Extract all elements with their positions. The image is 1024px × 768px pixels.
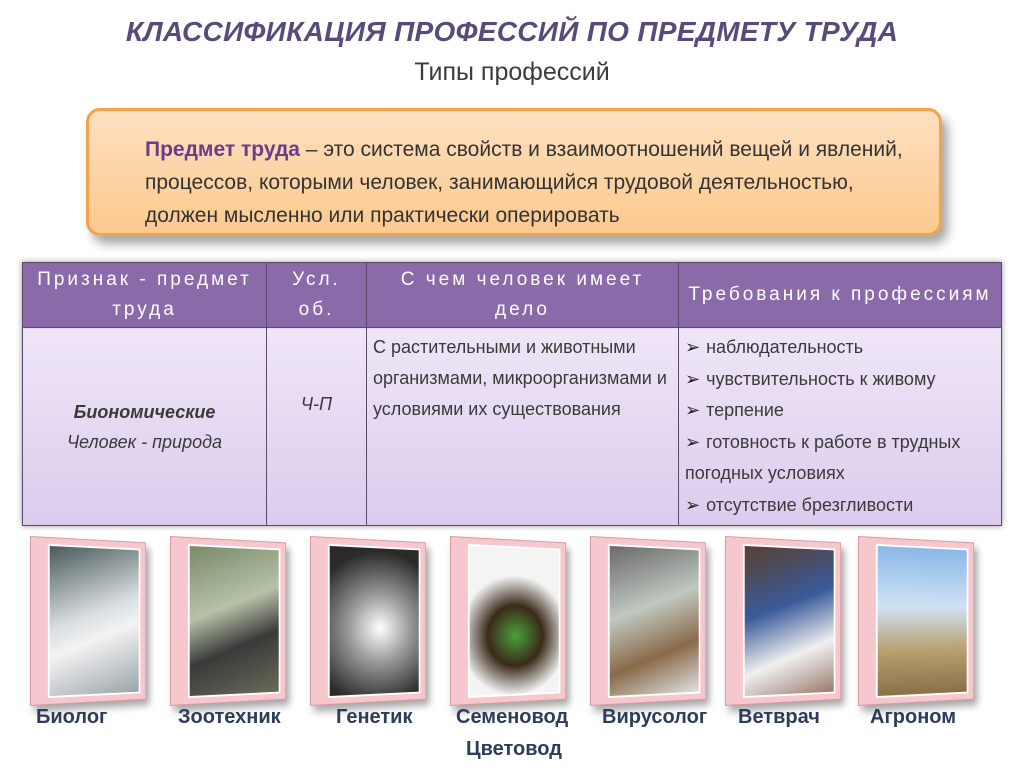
cell-type — [23, 328, 267, 526]
profession-label-secondary: Цветовод — [466, 738, 562, 760]
profession-label: Семеновод — [456, 706, 569, 728]
requirement-item: ➢ чувствительность к живому — [685, 368, 936, 389]
agronomist-photo — [876, 544, 968, 698]
profession-label: Агроном — [870, 706, 957, 728]
seed-grower-card — [450, 536, 566, 706]
profession-label: Биолог — [36, 706, 108, 728]
veterinarian-photo — [743, 544, 835, 698]
definition-box — [86, 108, 942, 236]
header-deals-with: С чем человек имеет дело — [367, 263, 679, 328]
virologist-card — [590, 536, 706, 706]
header-abbr: Усл. об. — [267, 263, 367, 328]
type-name: Биономические — [73, 401, 216, 422]
header-requirements: Требования к профессиям — [679, 263, 1002, 328]
definition-term: Предмет труда — [145, 138, 300, 161]
header-feature: Признак - предмет труда — [23, 263, 267, 328]
arrow-bullet-icon: ➢ — [685, 337, 701, 357]
requirement-item: ➢ готовность к работе в трудных погодных условиях — [685, 431, 961, 483]
geneticist-photo — [328, 544, 420, 698]
cell-abbr: Ч-П — [267, 328, 367, 526]
arrow-bullet-icon: ➢ — [685, 368, 701, 389]
definition-body: – это система свойств и взаимоотношений вещей и явлений, процессов, которыми человек, занимающийся трудовой деятельностью, должен мысленно или практически оперировать — [145, 138, 903, 227]
classification-table — [22, 262, 1002, 526]
profession-label: Зоотехник — [178, 706, 281, 728]
seed-grower-photo — [468, 544, 560, 698]
zootechnician-photo — [188, 544, 280, 698]
arrow-bullet-icon: ➢ — [685, 400, 701, 420]
professions-gallery — [0, 518, 1024, 768]
biologist-card — [30, 536, 146, 706]
profession-label: Вирусолог — [602, 706, 708, 728]
requirement-item: ➢ наблюдательность — [685, 337, 864, 357]
veterinarian-card — [725, 536, 841, 706]
cell-deals-with: С растительными и животными организмами, микроорганизмами и условиями их существования — [367, 328, 679, 526]
type-desc: Человек - природа — [66, 431, 223, 452]
table-row — [23, 328, 1002, 526]
arrow-bullet-icon: ➢ — [685, 431, 701, 452]
table-header-row — [23, 263, 1002, 328]
profession-label: Генетик — [336, 706, 413, 728]
requirement-item: ➢ терпение — [685, 400, 784, 420]
geneticist-card — [310, 536, 426, 706]
cell-requirements — [679, 328, 1002, 526]
page-title: КЛАССИФИКАЦИЯ ПРОФЕССИЙ ПО ПРЕДМЕТУ ТРУДА — [125, 16, 899, 47]
virologist-photo — [608, 544, 700, 698]
agronomist-card — [858, 536, 974, 706]
definition-text — [145, 133, 925, 232]
zootechnician-card — [170, 536, 286, 706]
arrow-bullet-icon: ➢ — [685, 494, 701, 515]
requirement-item: ➢ отсутствие брезгливости — [685, 494, 914, 515]
profession-label: Ветврач — [738, 706, 820, 728]
biologist-photo — [48, 544, 140, 698]
page-subtitle: Типы профессий — [414, 58, 610, 86]
